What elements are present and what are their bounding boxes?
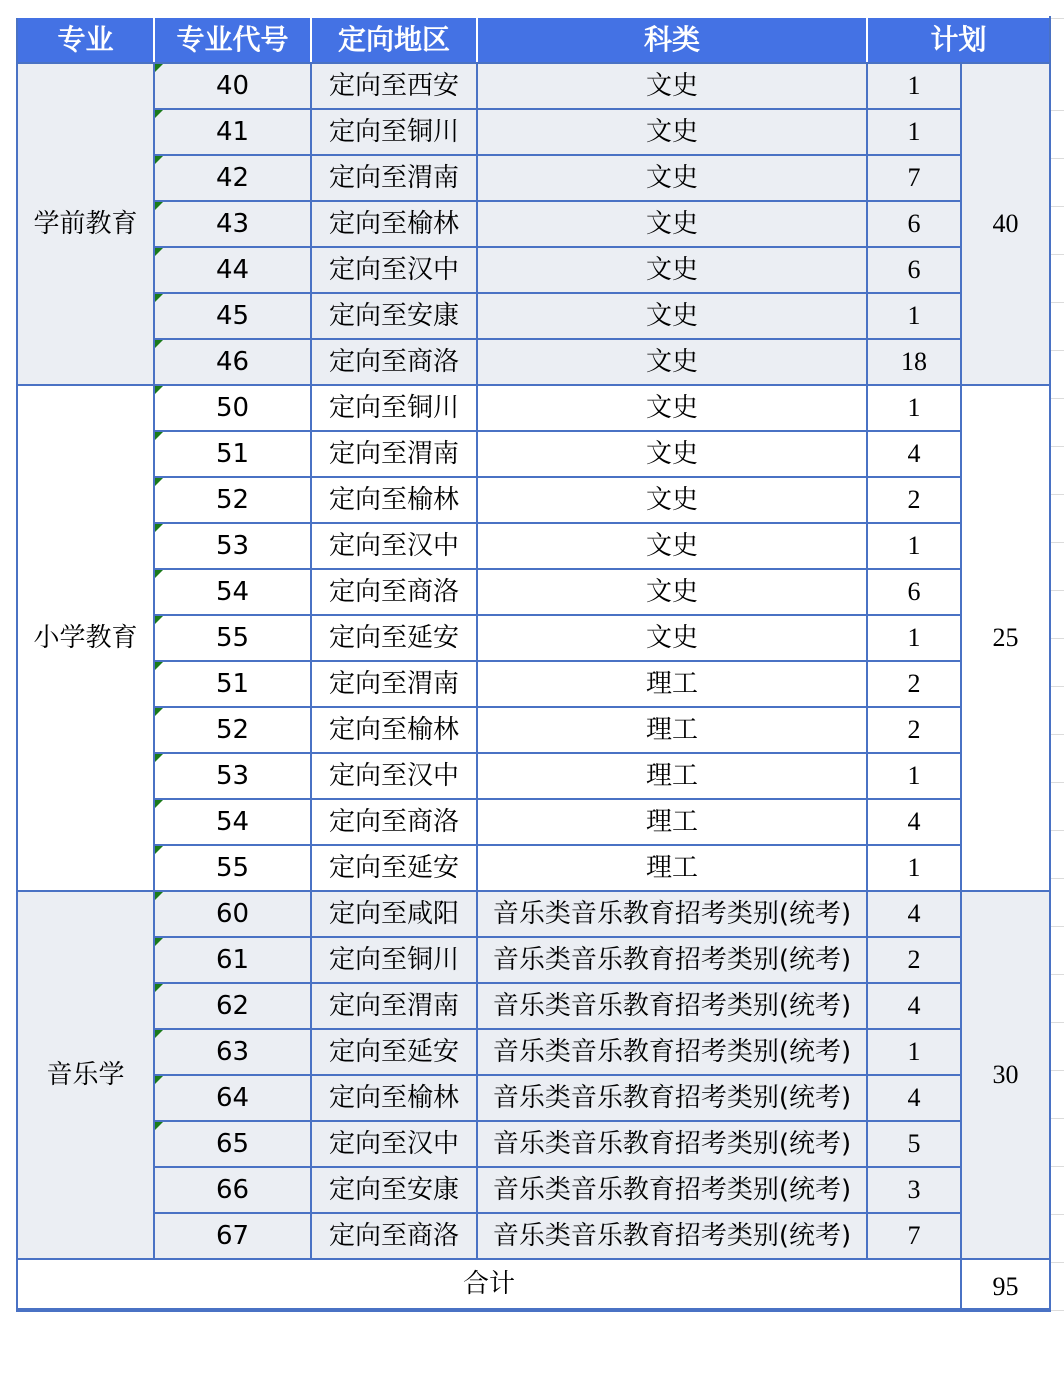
cell-plan[interactable]: 1 — [867, 293, 961, 339]
cell-plan[interactable]: 1 — [867, 63, 961, 109]
cell-code[interactable] — [154, 707, 311, 753]
cell-plan[interactable]: 3 — [867, 1167, 961, 1213]
comment-marker-icon — [155, 432, 163, 440]
cell-plan[interactable]: 1 — [867, 385, 961, 431]
table-body — [17, 63, 1050, 1310]
code-text: 53 — [215, 531, 250, 561]
cell-category[interactable]: 文史 — [477, 523, 867, 569]
table-row — [17, 1121, 1050, 1167]
table-row — [17, 109, 1050, 155]
table-row — [17, 891, 1050, 937]
cell-region[interactable]: 定向至榆林 — [311, 201, 477, 247]
comment-marker-icon — [155, 248, 163, 256]
cell-region[interactable]: 定向至商洛 — [311, 339, 477, 385]
cell-plan[interactable]: 6 — [867, 201, 961, 247]
cell-code[interactable] — [154, 339, 311, 385]
code-text: 55 — [215, 853, 250, 883]
table-row — [17, 661, 1050, 707]
cell-region[interactable]: 定向至榆林 — [311, 477, 477, 523]
cell-plan[interactable]: 1 — [867, 845, 961, 891]
table-row — [17, 753, 1050, 799]
comment-marker-icon — [155, 1076, 163, 1084]
table-row — [17, 247, 1050, 293]
table-row — [17, 293, 1050, 339]
code-text: 64 — [215, 1083, 250, 1113]
comment-marker-icon — [155, 938, 163, 946]
cell-code[interactable] — [154, 523, 311, 569]
table-row — [17, 201, 1050, 247]
cell-code[interactable] — [154, 845, 311, 891]
cell-code[interactable] — [154, 1029, 311, 1075]
comment-marker-icon — [155, 524, 163, 532]
cell-region[interactable]: 定向至商洛 — [311, 1213, 477, 1259]
cell-plan[interactable]: 6 — [867, 569, 961, 615]
cell-category[interactable]: 文史 — [477, 385, 867, 431]
comment-marker-icon — [155, 616, 163, 624]
table-row — [17, 569, 1050, 615]
cell-region[interactable]: 定向至渭南 — [311, 661, 477, 707]
cell-region[interactable]: 定向至商洛 — [311, 569, 477, 615]
cell-region[interactable]: 定向至商洛 — [311, 799, 477, 845]
cell-subtotal[interactable]: 25 — [961, 385, 1050, 891]
cell-code[interactable] — [154, 661, 311, 707]
cell-code[interactable] — [154, 1167, 311, 1213]
cell-code[interactable] — [154, 477, 311, 523]
comment-marker-icon — [155, 386, 163, 394]
cell-category[interactable]: 文史 — [477, 247, 867, 293]
table-row — [17, 707, 1050, 753]
table-row — [17, 339, 1050, 385]
cell-category[interactable]: 文史 — [477, 155, 867, 201]
comment-marker-icon — [155, 662, 163, 670]
cell-region[interactable]: 定向至汉中 — [311, 247, 477, 293]
cell-region[interactable]: 定向至延安 — [311, 845, 477, 891]
header-code[interactable]: 专业代号 — [154, 17, 311, 63]
cell-plan[interactable]: 4 — [867, 1075, 961, 1121]
cell-plan[interactable]: 1 — [867, 523, 961, 569]
cell-category[interactable]: 音乐类音乐教育招考类别(统考) — [477, 1075, 867, 1121]
table-row — [17, 1167, 1050, 1213]
cell-category[interactable]: 文史 — [477, 477, 867, 523]
comment-marker-icon — [155, 708, 163, 716]
cell-code[interactable] — [154, 1213, 311, 1259]
table-row — [17, 615, 1050, 661]
total-row — [17, 1259, 1050, 1310]
cell-code[interactable] — [154, 799, 311, 845]
cell-plan[interactable]: 1 — [867, 1029, 961, 1075]
cell-code[interactable] — [154, 569, 311, 615]
comment-marker-icon — [155, 984, 163, 992]
cell-category[interactable]: 音乐类音乐教育招考类别(统考) — [477, 1213, 867, 1259]
cell-region[interactable]: 定向至安康 — [311, 1167, 477, 1213]
cell-plan[interactable]: 1 — [867, 615, 961, 661]
code-text: 43 — [215, 209, 250, 239]
cell-region[interactable]: 定向至汉中 — [311, 753, 477, 799]
cell-code[interactable] — [154, 983, 311, 1029]
cell-region[interactable]: 定向至渭南 — [311, 155, 477, 201]
cell-region[interactable]: 定向至汉中 — [311, 523, 477, 569]
cell-region[interactable]: 定向至安康 — [311, 293, 477, 339]
code-text: 65 — [215, 1129, 250, 1159]
cell-category[interactable]: 文史 — [477, 615, 867, 661]
cell-code[interactable] — [154, 615, 311, 661]
cell-major[interactable]: 学前教育 — [17, 63, 154, 385]
cell-category[interactable]: 理工 — [477, 845, 867, 891]
cell-code[interactable] — [154, 937, 311, 983]
code-text: 45 — [215, 301, 250, 331]
comment-marker-icon — [155, 754, 163, 762]
cell-category[interactable]: 文史 — [477, 63, 867, 109]
comment-marker-icon — [155, 570, 163, 578]
cell-plan[interactable]: 18 — [867, 339, 961, 385]
comment-marker-icon — [155, 478, 163, 486]
cell-category[interactable]: 文史 — [477, 293, 867, 339]
comment-marker-icon — [155, 202, 163, 210]
cell-major[interactable]: 小学教育 — [17, 385, 154, 891]
table-row — [17, 385, 1050, 431]
cell-region[interactable]: 定向至铜川 — [311, 937, 477, 983]
cell-category[interactable]: 理工 — [477, 799, 867, 845]
code-text: 42 — [215, 163, 250, 193]
cell-region[interactable]: 定向至渭南 — [311, 983, 477, 1029]
cell-category[interactable]: 音乐类音乐教育招考类别(统考) — [477, 937, 867, 983]
cell-code[interactable] — [154, 247, 311, 293]
cell-category[interactable]: 音乐类音乐教育招考类别(统考) — [477, 1121, 867, 1167]
cell-plan[interactable]: 1 — [867, 109, 961, 155]
total-value[interactable]: 95 — [961, 1259, 1050, 1310]
code-text: 63 — [215, 1037, 250, 1067]
comment-marker-icon — [155, 340, 163, 348]
code-text: 54 — [215, 577, 250, 607]
cell-plan[interactable]: 2 — [867, 661, 961, 707]
cell-code[interactable] — [154, 155, 311, 201]
cell-category[interactable]: 音乐类音乐教育招考类别(统考) — [477, 891, 867, 937]
cell-plan[interactable]: 4 — [867, 891, 961, 937]
cell-category[interactable]: 文史 — [477, 109, 867, 155]
comment-marker-icon — [155, 1122, 163, 1130]
code-text: 62 — [215, 991, 250, 1021]
cell-plan[interactable]: 4 — [867, 431, 961, 477]
cell-plan[interactable]: 4 — [867, 799, 961, 845]
cell-major[interactable]: 音乐学 — [17, 891, 154, 1259]
table-row — [17, 63, 1050, 109]
cell-category[interactable]: 音乐类音乐教育招考类别(统考) — [477, 1029, 867, 1075]
table-row — [17, 155, 1050, 201]
cell-plan[interactable]: 7 — [867, 1213, 961, 1259]
cell-plan[interactable]: 2 — [867, 477, 961, 523]
cell-category[interactable]: 理工 — [477, 707, 867, 753]
cell-plan[interactable]: 1 — [867, 753, 961, 799]
table-row — [17, 477, 1050, 523]
header-plan[interactable]: 计划 — [867, 17, 1050, 63]
cell-code[interactable] — [154, 385, 311, 431]
cell-category[interactable]: 文史 — [477, 339, 867, 385]
code-text: 41 — [215, 117, 250, 147]
cell-code[interactable] — [154, 293, 311, 339]
cell-region[interactable]: 定向至渭南 — [311, 431, 477, 477]
cell-code[interactable] — [154, 891, 311, 937]
table-row — [17, 799, 1050, 845]
comment-marker-icon — [155, 1030, 163, 1038]
code-text: 60 — [215, 899, 250, 929]
cell-category[interactable]: 文史 — [477, 201, 867, 247]
table-row — [17, 523, 1050, 569]
cell-plan[interactable]: 4 — [867, 983, 961, 1029]
cell-category[interactable]: 文史 — [477, 569, 867, 615]
comment-marker-icon — [155, 800, 163, 808]
code-text: 51 — [215, 439, 250, 469]
code-text: 61 — [215, 945, 250, 975]
header-category[interactable]: 科类 — [477, 17, 867, 63]
total-label[interactable]: 合计 — [17, 1259, 961, 1310]
comment-marker-icon — [155, 110, 163, 118]
code-text: 46 — [215, 347, 250, 377]
cell-region[interactable]: 定向至延安 — [311, 1029, 477, 1075]
comment-marker-icon — [155, 892, 163, 900]
cell-region[interactable]: 定向至咸阳 — [311, 891, 477, 937]
table-row — [17, 1075, 1050, 1121]
code-text: 66 — [215, 1175, 250, 1205]
code-text: 52 — [215, 715, 250, 745]
header-row — [17, 17, 1050, 63]
code-text: 44 — [215, 255, 250, 285]
cell-region[interactable]: 定向至汉中 — [311, 1121, 477, 1167]
cell-region[interactable]: 定向至铜川 — [311, 109, 477, 155]
cell-code[interactable] — [154, 1121, 311, 1167]
table-row — [17, 845, 1050, 891]
table-row — [17, 1029, 1050, 1075]
cell-category[interactable]: 理工 — [477, 661, 867, 707]
cell-category[interactable]: 文史 — [477, 431, 867, 477]
cell-code[interactable] — [154, 63, 311, 109]
cell-plan[interactable]: 5 — [867, 1121, 961, 1167]
cell-code[interactable] — [154, 753, 311, 799]
cell-region[interactable]: 定向至铜川 — [311, 385, 477, 431]
cell-code[interactable] — [154, 201, 311, 247]
code-text: 55 — [215, 623, 250, 653]
cell-category[interactable]: 音乐类音乐教育招考类别(统考) — [477, 1167, 867, 1213]
table-row — [17, 983, 1050, 1029]
code-text: 52 — [215, 485, 250, 515]
cell-subtotal[interactable]: 40 — [961, 63, 1050, 385]
code-text: 53 — [215, 761, 250, 791]
comment-marker-icon — [155, 294, 163, 302]
comment-marker-icon — [155, 156, 163, 164]
comment-marker-icon — [155, 846, 163, 854]
cell-region[interactable]: 定向至西安 — [311, 63, 477, 109]
code-text: 67 — [215, 1221, 250, 1251]
cell-category[interactable]: 音乐类音乐教育招考类别(统考) — [477, 983, 867, 1029]
cell-plan[interactable]: 7 — [867, 155, 961, 201]
cell-subtotal[interactable]: 30 — [961, 891, 1050, 1259]
comment-marker-icon — [155, 64, 163, 72]
header-region[interactable]: 定向地区 — [311, 17, 477, 63]
cell-code[interactable] — [154, 109, 311, 155]
cell-plan[interactable]: 2 — [867, 937, 961, 983]
sheet-gridlines — [1049, 16, 1064, 1356]
table-row — [17, 1213, 1050, 1259]
cell-region[interactable]: 定向至榆林 — [311, 1075, 477, 1121]
code-text: 50 — [215, 393, 250, 423]
enrollment-plan-table — [16, 16, 1051, 1312]
table-row — [17, 937, 1050, 983]
cell-region[interactable]: 定向至榆林 — [311, 707, 477, 753]
cell-plan[interactable]: 2 — [867, 707, 961, 753]
cell-code[interactable] — [154, 431, 311, 477]
cell-code[interactable] — [154, 1075, 311, 1121]
table-row — [17, 431, 1050, 477]
code-text: 54 — [215, 807, 250, 837]
code-text: 40 — [215, 71, 250, 101]
cell-category[interactable]: 理工 — [477, 753, 867, 799]
cell-region[interactable]: 定向至延安 — [311, 615, 477, 661]
cell-plan[interactable]: 6 — [867, 247, 961, 293]
header-major[interactable]: 专业 — [17, 17, 154, 63]
code-text: 51 — [215, 669, 250, 699]
